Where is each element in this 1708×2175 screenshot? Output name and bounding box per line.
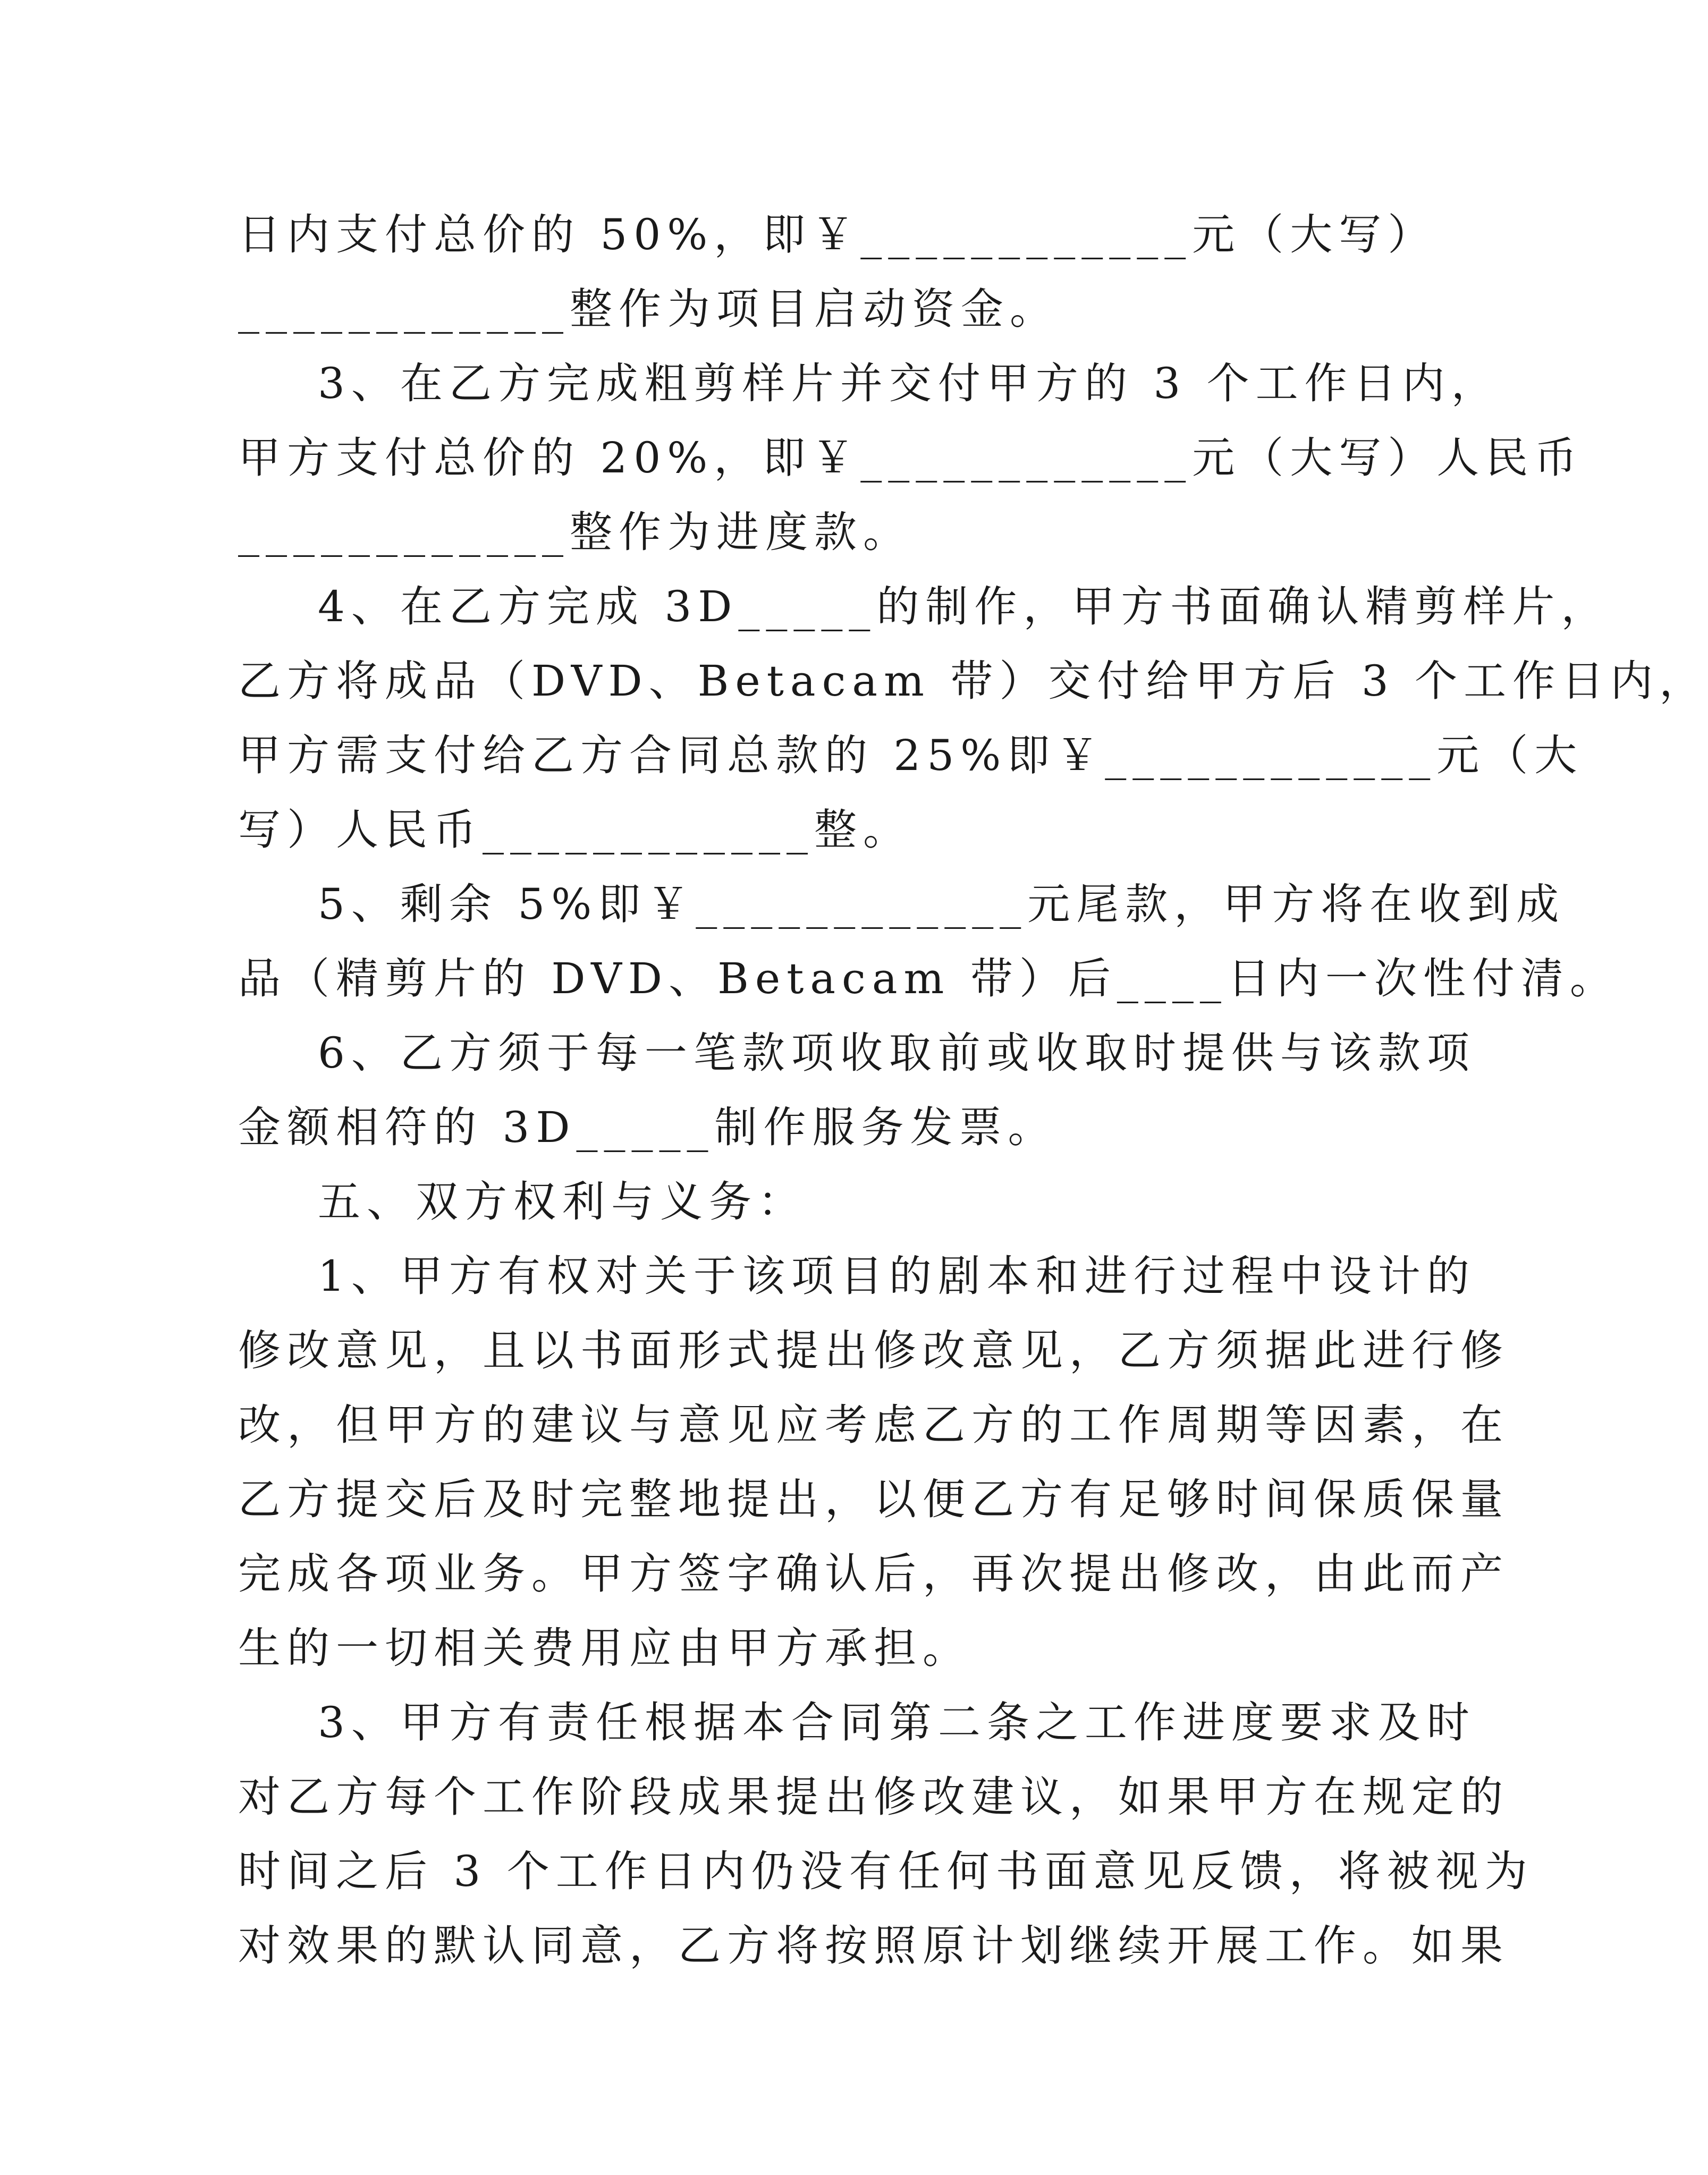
text-line: 时间之后 3 个工作日内仍没有任何书面意见反馈，将被视为 <box>238 1847 1534 1896</box>
text-line: 3、甲方有责任根据本合同第二条之工作进度要求及时 <box>318 1698 1476 1747</box>
paragraph-payment-50 <box>238 198 1437 346</box>
text-line: 改，但甲方的建议与意见应考虑乙方的工作周期等因素，在 <box>238 1400 1509 1450</box>
text-line: 4、在乙方完成 3D_____的制作，甲方书面确认精剪样片， <box>318 582 1610 631</box>
document-body <box>238 198 1708 1983</box>
text-line: 乙方将成品（DVD、Betacam 带）交付给甲方后 3 个工作日内， <box>238 656 1708 706</box>
text-line: 写）人民币____________整。 <box>238 805 912 854</box>
text-line: 3、在乙方完成粗剪样片并交付甲方的 3 个工作日内， <box>318 359 1500 408</box>
text-line: 金额相符的 3D_____制作服务发票。 <box>238 1103 1057 1152</box>
text-line: 1、甲方有权对关于该项目的剧本和进行过程中设计的 <box>318 1251 1476 1301</box>
text-line: 生的一切相关费用应由甲方承担。 <box>238 1623 971 1673</box>
text-line: 对效果的默认同意，乙方将按照原计划继续开展工作。如果 <box>238 1921 1509 1970</box>
text-line: 品（精剪片的 DVD、Betacam 带）后____日内一次性付清。 <box>238 954 1619 1003</box>
text-line: 甲方需支付给乙方合同总款的 25%即￥____________元（大 <box>238 731 1584 780</box>
paragraph-revision-rights <box>238 1239 1509 1686</box>
text-line: 5、剩余 5%即￥____________元尾款，甲方将在收到成 <box>318 879 1566 929</box>
text-line: ____________整作为项目启动资金。 <box>238 284 1059 334</box>
text-line: ____________整作为进度款。 <box>238 507 912 557</box>
paragraph-invoice <box>238 1016 1476 1165</box>
paragraph-payment-balance <box>238 867 1619 1016</box>
paragraph-payment-20 <box>238 346 1584 570</box>
text-line: 五、双方权利与义务： <box>318 1177 807 1226</box>
text-line: 乙方提交后及时完整地提出，以便乙方有足够时间保质保量 <box>238 1475 1509 1524</box>
text-line: 完成各项业务。甲方签字确认后，再次提出修改，由此而产 <box>238 1549 1509 1598</box>
paragraph-payment-25 <box>238 570 1708 867</box>
paragraph-feedback-responsibility <box>238 1686 1534 1983</box>
text-line: 6、乙方须于每一笔款项收取前或收取时提供与该款项 <box>318 1028 1476 1078</box>
text-line: 修改意见，且以书面形式提出修改意见，乙方须据此进行修 <box>238 1326 1509 1375</box>
text-line: 甲方支付总价的 20%，即￥____________元（大写）人民币 <box>238 433 1584 483</box>
text-line: 对乙方每个工作阶段成果提出修改建议，如果甲方在规定的 <box>238 1772 1509 1822</box>
text-line: 日内支付总价的 50%，即￥____________元（大写） <box>238 210 1437 259</box>
section-heading-rights-obligations <box>238 1165 1317 1239</box>
